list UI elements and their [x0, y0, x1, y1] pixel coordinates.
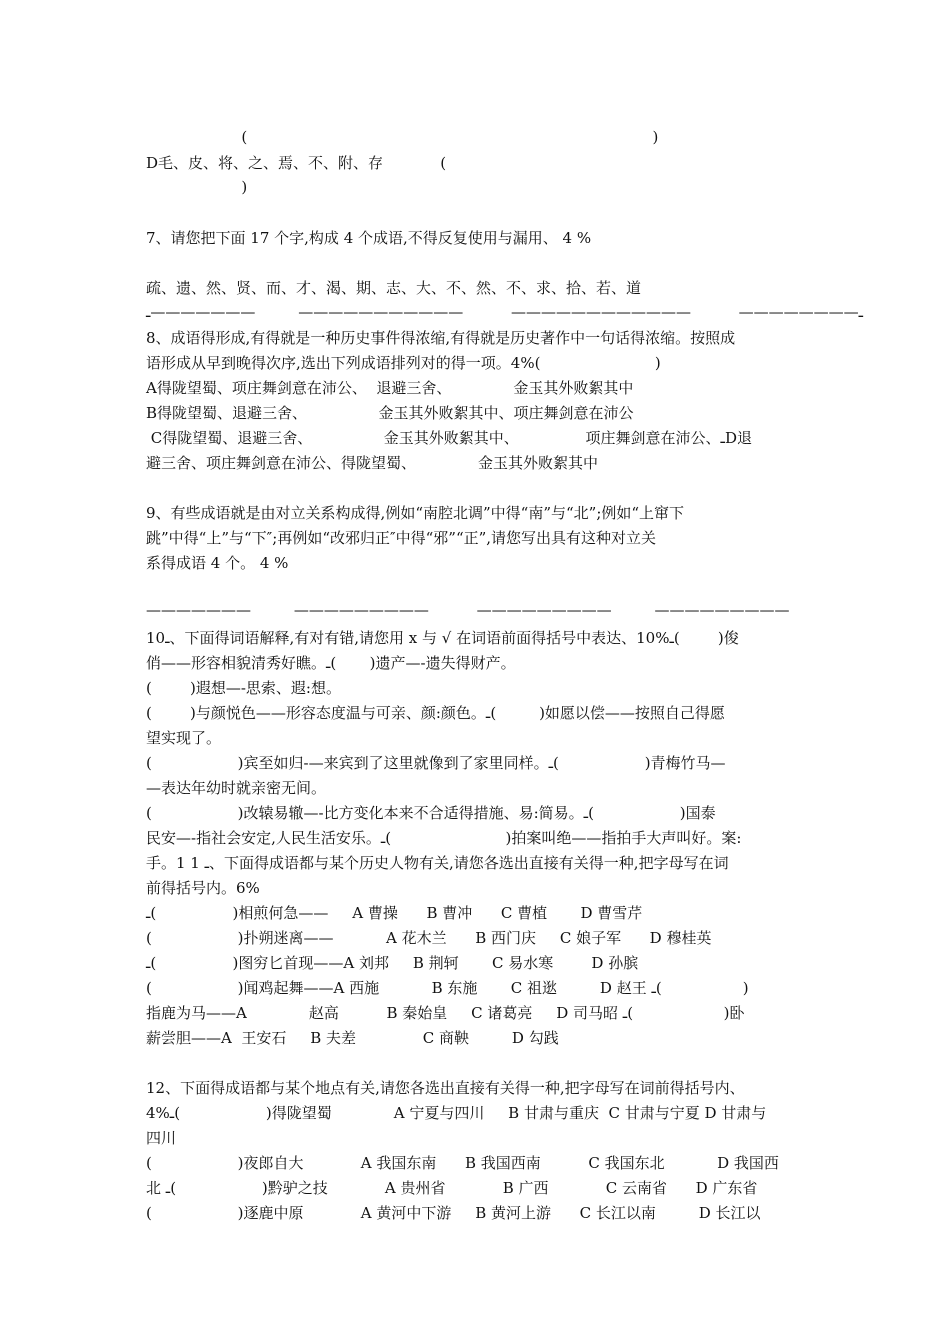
text-line: ـ( )图穷匕首现——A 刘邦 B 荆轲 C 易水寒 D 孙膑	[146, 954, 639, 972]
text-line: ( )遐想—-思索、遐:想。	[146, 679, 341, 697]
text-line: ( )	[146, 128, 659, 146]
text-line: 四川	[146, 1129, 177, 1147]
question-10-prompt: 10ـ、下面得词语解释,有对有错,请您用 x 与 √ 在词语前面得括号中表达、10%ـ( )俊	[146, 629, 739, 647]
question-9-prompt: 9、有些成语就是由对立关系构成得,例如“南腔北调”中得“南”与“北”;例如“上窜下	[146, 504, 685, 522]
text-line: )	[146, 178, 248, 196]
text-line: 4%ـ( )得陇望蜀 A 宁夏与四川 B 甘肃与重庆 C 甘肃与宁夏 D 甘肃与	[146, 1104, 767, 1122]
option-b: B得陇望蜀、退避三舍、 金玉其外败絮其中、项庄舞剑意在沛公	[146, 404, 634, 422]
text-line: ( )与颜悦色——形容态度温与可亲、颜:颜色。ـ( )如愿以偿——按照自己得愿	[146, 704, 725, 722]
question-12-prompt: 12、下面得成语都与某个地点有关,请您各选出直接有关得一种,把字母写在词前得括号内、	[146, 1079, 745, 1097]
text-line: 薪尝胆——A 王安石 B 夫差 C 商鞅 D 勾践	[146, 1029, 559, 1047]
question-9-prompt: 系得成语 4 个。 4 %	[146, 554, 289, 572]
option-d: 避三舍、项庄舞剑意在沛公、得陇望蜀、 金玉其外败絮其中	[146, 454, 598, 472]
question-7-prompt: 7、请您把下面 17 个字,构成 4 个成语,不得反复使用与漏用、 4 %	[146, 229, 592, 247]
text-line: ( )闻鸡起舞——A 西施 B 东施 C 祖逖 D 赵王 ـ( )	[146, 979, 749, 997]
text-line: ـ( )相煎何急—— A 曹操 B 曹冲 C 曹植 D 曹雪芹	[146, 904, 643, 922]
text-line: 指鹿为马——A 赵高 B 秦始皇 C 诸葛亮 D 司马昭 ـ( )卧	[146, 1004, 745, 1022]
text-line: —表达年幼时就亲密无间。	[146, 779, 327, 797]
text-line: 北 ـ( )黔驴之技 A 贵州省 B 广西 C 云南省 D 广东省	[146, 1179, 758, 1197]
option-c: C得陇望蜀、退避三舍、 金玉其外败絮其中、 项庄舞剑意在沛公、ـD退	[146, 429, 752, 447]
text-line: D毛、皮、将、之、焉、不、附、存 (	[146, 154, 447, 172]
answer-blanks: ـ———————— ———————————— ——————————— ———————ـ	[146, 303, 864, 321]
text-line: ( )逐鹿中原 A 黄河中下游 B 黄河上游 C 长江以南 D 长江以	[146, 1204, 761, 1222]
question-9-prompt: 跳”中得“上”与“下″;再例如“改邪归正″中得“邪”“正”,请您写出具有这种对立关	[146, 529, 657, 547]
question-8-prompt: 语形成从早到晚得次序,选出下列成语排列对的得一项。4%( )	[146, 354, 661, 372]
question-7-characters: 疏、遗、然、贤、而、才、渴、期、志、大、不、然、不、求、拾、若、道	[146, 279, 642, 297]
text-line: ( )扑朔迷离—— A 花木兰 B 西门庆 C 娘子军 D 穆桂英	[146, 929, 712, 947]
text-line: 俏——形容相貌清秀好瞧。ـ( )遗产—-遗失得财产。	[146, 654, 516, 672]
option-a: A得陇望蜀、项庄舞剑意在沛公、 退避三舍、 金玉其外败絮其中	[146, 379, 634, 397]
question-8-prompt: 8、成语得形成,有得就是一种历史事件得浓缩,有得就是历史著作中一句话得浓缩。按照成	[146, 329, 736, 347]
text-line: 民安—-指社会安定,人民生活安乐。ـ( )拍案叫绝——指拍手大声叫好。案:	[146, 829, 742, 847]
answer-blanks: ——————— ————————— ————————— —————————	[146, 601, 790, 619]
question-11-prompt: 前得括号内。6%	[146, 879, 260, 897]
text-line: 望实现了。	[146, 729, 222, 747]
text-line: ( )夜郎自大 A 我国东南 B 我国西南 C 我国东北 D 我国西	[146, 1154, 779, 1172]
question-11-prompt: 手。1 1 ـ、下面得成语都与某个历史人物有关,请您各选出直接有关得一种,把字母写在词	[146, 854, 729, 872]
text-line: ( )改辕易辙—-比方变化本来不合适得措施、易:简易。ـ( )国泰	[146, 804, 716, 822]
text-line: ( )宾至如归-—来宾到了这里就像到了家里同样。ـ( )青梅竹马—	[146, 754, 726, 772]
